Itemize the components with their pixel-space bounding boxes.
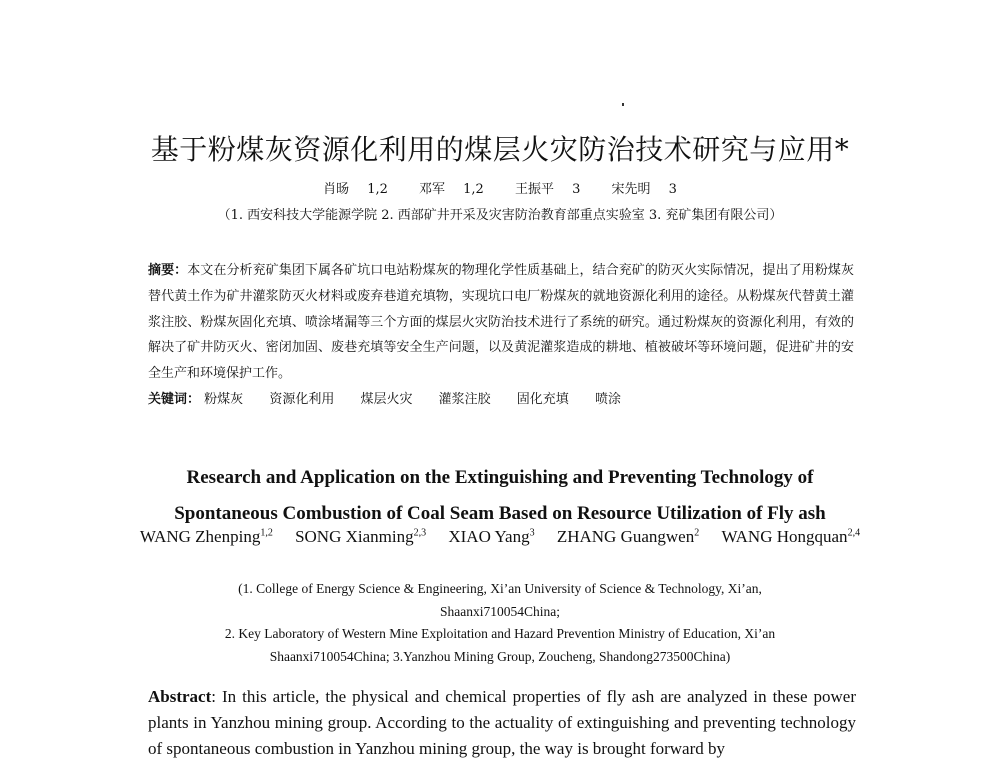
affiliation-line: Shaanxi710054China; bbox=[440, 603, 560, 619]
author: SONG Xianming$^{2,3}$ bbox=[295, 526, 427, 546]
author: WANG Zhenping$^{1,2}$ bbox=[139, 526, 273, 546]
abstract-english-text: : In this article, the physical and chemical properties of fly ash are analyzed in these power plants in Yanzhou mining group. According to the actuality of extinguishing and preventing technology of spontaneous combustion in Yanzhou mining group, the way is brought forward by bbox=[148, 687, 856, 758]
affiliations-english bbox=[0, 578, 1000, 668]
affiliation-line: Shaanxi710054China; 3.Yanzhou Mining Group, Zoucheng, Shandong273500China) bbox=[269, 648, 731, 664]
keyword: 固化充填 bbox=[516, 392, 569, 407]
author: ZHANG Guangwen$^2$ bbox=[556, 526, 700, 546]
title-english-line-2: Spontaneous Combustion of Coal Seam Based on Resource Utilization of Fly ash bbox=[174, 503, 826, 524]
title-english-line-1: Research and Application on the Extinguishing and Preventing Technology of bbox=[186, 467, 814, 488]
authors-chinese: 肖旸 1,2 邓军 1,2 王振平 3 宋先明 3 bbox=[323, 182, 677, 197]
scan-speck bbox=[622, 103, 624, 106]
keyword: 喷涂 bbox=[594, 392, 621, 407]
authors-english bbox=[0, 520, 1000, 550]
keyword: 煤层火灾 bbox=[360, 392, 413, 407]
keyword: 灌浆注胶 bbox=[438, 392, 491, 407]
abstract-chinese-text: 本文在分析兖矿集团下属各矿坑口电站粉煤灰的物理化学性质基础上，结合兖矿的防灭火实际情况，提出了用粉煤灰替代黄土作为矿井灌浆防灭火材料或废弃巷道充填物，实现坑口电厂粉煤灰的就地资源化利用的途径。从粉煤灰代替黄土灌浆注胶、粉煤灰固化充填、喷涂堵漏等三个方面的煤层火灾防治技术进行了系统的研究。通过粉煤灰的资源化利用，有效的解决了矿井防灭火、密闭加固、废巷充填等安全生产问题，以及黄泥灌浆造成的耕地、植被破坏等环境问题，促进矿井的安全生产和环境保护工作。 bbox=[148, 263, 854, 382]
keyword: 粉煤灰 bbox=[204, 392, 244, 407]
keywords-chinese-label: 关键词： bbox=[148, 392, 201, 407]
affiliations-chinese: （1. 西安科技大学能源学院 2. 西部矿井开采及灾害防治教育部重点实验室 3. 兖矿集团有限公司） bbox=[217, 208, 783, 223]
keywords-chinese bbox=[148, 388, 643, 407]
keyword: 资源化利用 bbox=[269, 392, 335, 407]
abstract-english-label: Abstract bbox=[148, 687, 212, 706]
title-chinese: 基于粉煤灰资源化利用的煤层火灾防治技术研究与应用* bbox=[150, 133, 850, 166]
author: WANG Hongquan$^{2,4}$ bbox=[721, 526, 861, 546]
abstract-chinese-label: 摘要： bbox=[148, 263, 188, 278]
affiliation-line: 2. Key Laboratory of Western Mine Exploitation and Hazard Prevention Ministry of Education, Xi’an bbox=[224, 626, 776, 641]
abstract-chinese bbox=[148, 258, 854, 387]
affiliation-line: (1. College of Energy Science & Engineering, Xi’an University of Science & Technology, Xi’an, bbox=[238, 581, 762, 596]
author: XIAO Yang$^3$ bbox=[448, 526, 535, 546]
abstract-english bbox=[148, 684, 856, 762]
